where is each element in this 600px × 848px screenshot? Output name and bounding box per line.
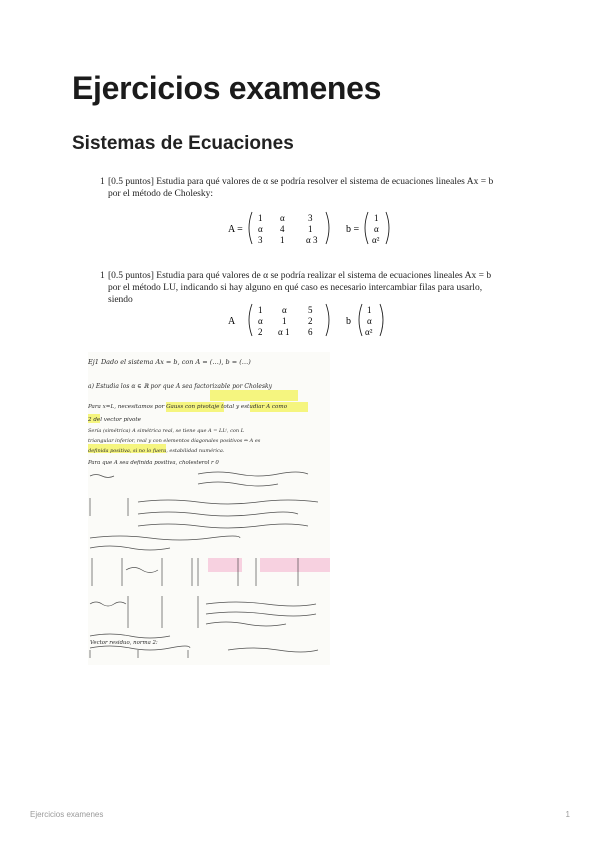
matrix-cell: 1 bbox=[258, 305, 263, 315]
matrix-cell: 4 bbox=[280, 224, 285, 234]
matrix-cell: α 3 bbox=[306, 235, 318, 245]
section-heading: Sistemas de Ecuaciones bbox=[72, 133, 294, 154]
matrix-cell: 6 bbox=[308, 327, 313, 337]
note-line: Para x=L, necesitamos por Gauss con pivotaje total y estudiar A como bbox=[88, 404, 288, 410]
vector-cell: α bbox=[374, 224, 379, 234]
matrix-cell: 2 bbox=[258, 327, 263, 337]
matrix-block-2 bbox=[228, 302, 428, 338]
problem-text: [0.5 puntos] Estudia para qué valores de α se podría resolver el sistema de ecuaciones lineales Ax = b por el método de Cholesky: bbox=[108, 177, 494, 199]
matrix-cell: α bbox=[280, 213, 285, 223]
matrix-a-label: A = bbox=[228, 224, 243, 235]
problem-number: 1 bbox=[100, 177, 105, 187]
matrix-cell: α bbox=[258, 316, 263, 326]
matrix-a-label: A bbox=[228, 316, 236, 327]
matrix-cell: 5 bbox=[308, 305, 313, 315]
matrix-cell: 3 bbox=[258, 235, 263, 245]
problem-number: 1 bbox=[100, 271, 105, 281]
problem-2 bbox=[100, 270, 504, 306]
matrix-block-1 bbox=[228, 210, 428, 246]
matrix-cell: 1 bbox=[282, 316, 287, 326]
note-line: definida positiva, si no lo fuera, estabilidad numérica. bbox=[88, 448, 225, 454]
vector-cell: α² bbox=[365, 327, 373, 337]
note-line: Para que A sea definida positiva, cholesterol r 0 bbox=[88, 460, 219, 466]
matrix-cell: α 1 bbox=[278, 327, 290, 337]
vector-cell: 1 bbox=[374, 213, 379, 223]
vector-cell: α² bbox=[372, 235, 380, 245]
problem-1 bbox=[100, 176, 504, 200]
matrix-cell: 3 bbox=[308, 213, 313, 223]
matrix-b-label: b = bbox=[346, 224, 360, 235]
note-line: Vector residuo, norma 2: bbox=[90, 640, 158, 646]
footer-title: Ejercicios examenes bbox=[30, 810, 104, 819]
handwritten-notes-drawing bbox=[88, 352, 330, 665]
note-line: triangular inferior, real y con elementos diagonales positivos ⇔ A es bbox=[88, 438, 261, 444]
note-line: 2 del vector pivote bbox=[88, 417, 141, 423]
matrix-cell: α bbox=[258, 224, 263, 234]
matrix-cell: α bbox=[282, 305, 287, 315]
matrix-b-label: b bbox=[346, 316, 351, 327]
handwritten-solution-image bbox=[88, 352, 330, 665]
note-line: Ej1 Dado el sistema Ax = b, con A = (…), b = (…) bbox=[88, 358, 251, 366]
matrix-cell: 2 bbox=[308, 316, 313, 326]
note-line: Sería (simétrica) A simétrica real, se tiene que A = LLᵗ, con L bbox=[88, 428, 245, 434]
matrix-cell: 1 bbox=[308, 224, 313, 234]
vector-cell: 1 bbox=[367, 305, 372, 315]
matrix-cell: 1 bbox=[258, 213, 263, 223]
matrix-cell: 1 bbox=[280, 235, 285, 245]
page-title: Ejercicios examenes bbox=[72, 70, 382, 106]
page-number: 1 bbox=[565, 810, 570, 819]
problem-text: [0.5 puntos] Estudia para qué valores de α se podría realizar el sistema de ecuaciones lineales Ax = b por el método LU, indicando si hay alguno en qué caso es necesario intercambiar filas para usarlo, siendo bbox=[108, 271, 492, 305]
note-line: a) Estudia los α ∈ ℝ por que A sea factorizable por Cholesky bbox=[88, 383, 273, 390]
vector-cell: α bbox=[367, 316, 372, 326]
